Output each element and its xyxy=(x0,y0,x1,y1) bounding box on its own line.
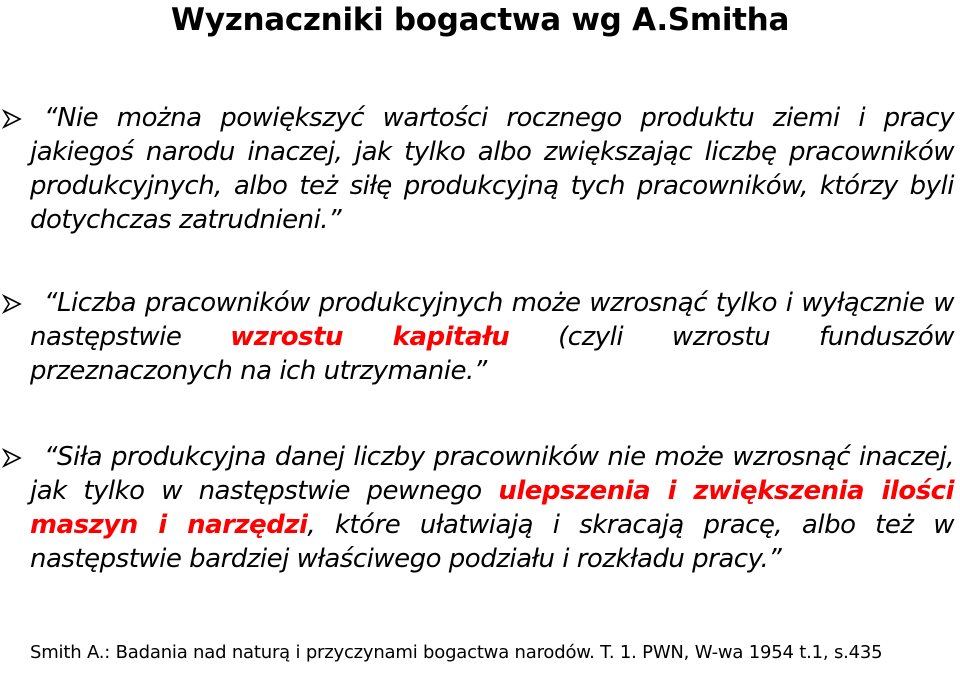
bullet-text-before: Liczba pracowników produkcyjnych może wzrosnąć tylko i wyłącznie w następstwie xyxy=(30,288,954,352)
slide-title: Wyznaczniki bogactwa wg A.Smitha xyxy=(170,2,790,38)
bullet-paragraph-1 xyxy=(30,101,954,237)
close-quote: ” xyxy=(473,356,487,386)
close-quote: ” xyxy=(328,205,342,235)
bullet-paragraph-2 xyxy=(30,286,954,388)
bullet-text-after: , które ułatwiają i skracają pracę, albo też w następstwie bardziej właściwego podziału i rozkładu pracy. xyxy=(30,510,954,574)
highlighted-phrase: wzrostu kapitału xyxy=(230,322,510,352)
bullet-text-after: (czyli wzrostu funduszów przeznaczonych na ich utrzymanie. xyxy=(30,322,954,386)
source-citation: Smith A.: Badania nad naturą i przyczynami bogactwa narodów. T. 1. PWN, W-wa 1954 t.1, s.435 xyxy=(30,642,883,663)
open-quote: “ xyxy=(44,442,57,472)
open-quote: “ xyxy=(44,103,57,133)
bullet-text-before: Siła produkcyjna danej liczby pracowników nie może wzrosnąć inaczej, jak tylko w następstwie pewnego xyxy=(30,442,954,506)
open-quote: “ xyxy=(44,288,57,318)
highlighted-phrase: ulepszenia i zwiększenia ilości maszyn i narzędzi xyxy=(30,476,954,540)
arrowhead-bullet-icon xyxy=(2,294,22,314)
bullet-text: Nie można powiększyć wartości rocznego produktu ziemi i pracy jakiegoś narodu inaczej, jak tylko albo zwiększając liczbę pracowników produkcyjnych, albo też siłę produkcyjną tych pracowników, którzy byli dotychczas zatrudnieni. xyxy=(30,103,954,235)
bullet-paragraph-3 xyxy=(30,440,954,576)
close-quote: ” xyxy=(768,544,782,574)
arrowhead-bullet-icon xyxy=(2,448,22,468)
arrowhead-bullet-icon xyxy=(2,109,22,129)
